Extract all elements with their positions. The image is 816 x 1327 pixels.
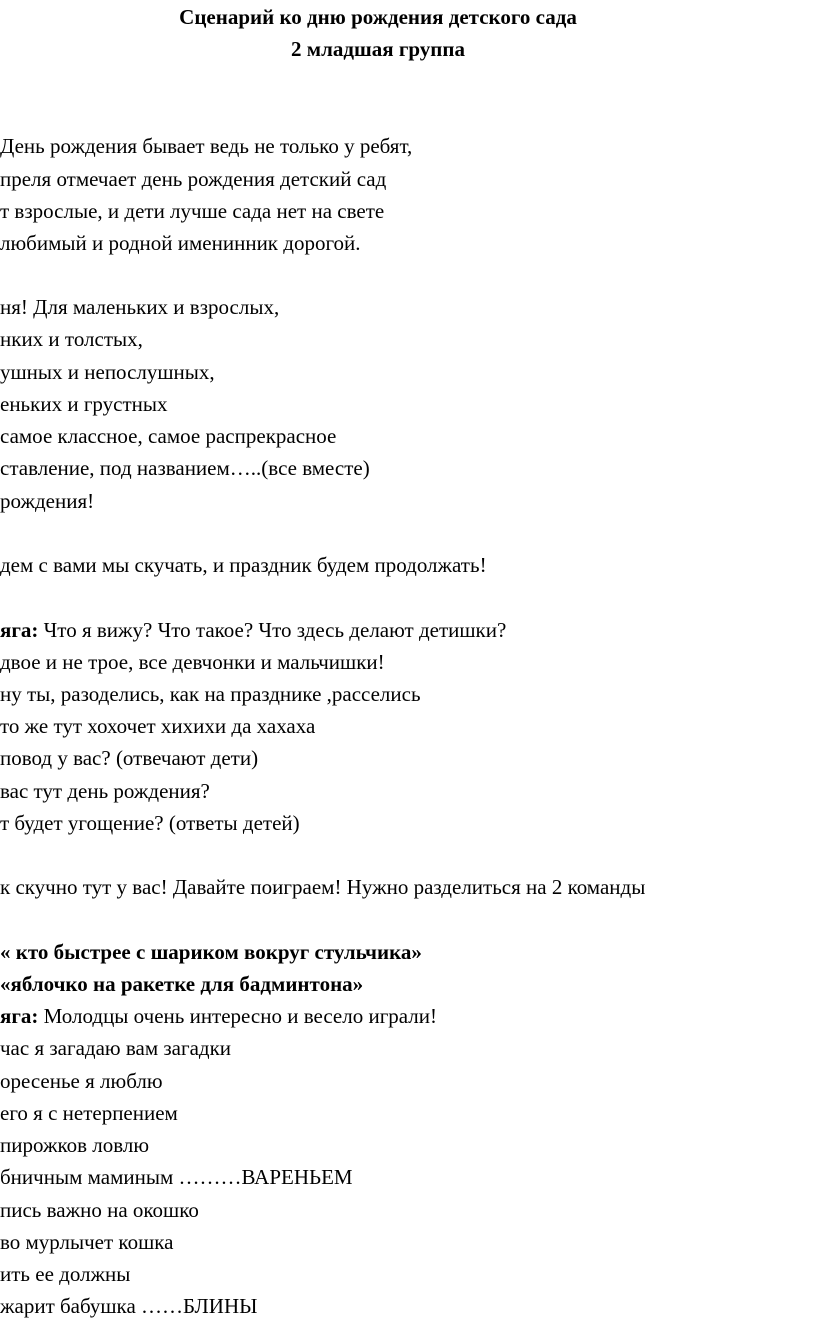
text-line: ушных и непослушных,: [0, 360, 215, 384]
text-line: то же тут хохочет хихихи да хахаха: [0, 714, 316, 738]
text-line: во мурлычет кошка: [0, 1230, 174, 1254]
game-title: « кто быстрее с шариком вокруг стульчика»: [0, 940, 422, 964]
text-line: оресенье я люблю: [0, 1069, 163, 1093]
text-line: его я с нетерпением: [0, 1101, 178, 1125]
document-title: Сценарий ко дню рождения детского сада: [179, 5, 577, 29]
text-line: ня! Для маленьких и взрослых,: [0, 295, 280, 319]
text-line: час я загадаю вам загадки: [0, 1036, 232, 1060]
text-line: любимый и родной именинник дорогой.: [0, 231, 361, 255]
text-line: преля отмечает день рождения детский сад: [0, 167, 387, 191]
text-line: ну ты, разоделись, как на празднике ,расселись: [0, 682, 421, 706]
speaker-text: Что я вижу? Что такое? Что здесь делают детишки?: [43, 618, 507, 642]
text-line: рождения!: [0, 489, 95, 513]
text-line: жарит бабушка ……БЛИНЫ: [0, 1294, 258, 1318]
speaker-text: Молодцы очень интересно и весело играли!: [43, 1004, 438, 1028]
text-line: ить ее должны: [0, 1262, 131, 1286]
text-line: [0, 618, 506, 642]
text-line: пись важно на окошко: [0, 1198, 199, 1222]
text-line: ставление, под названием…..(все вместе): [0, 456, 370, 480]
text-line: двое и не трое, все девчонки и мальчишки!: [0, 650, 385, 674]
text-line: еньких и грустных: [0, 392, 168, 416]
text-line: нких и толстых,: [0, 327, 143, 351]
text-line: т взрослые, и дети лучше сада нет на свете: [0, 199, 385, 223]
document-subtitle: 2 младшая группа: [291, 37, 465, 61]
text-line: пирожков ловлю: [0, 1133, 150, 1157]
game-title: «яблочко на ракетке для бадминтона»: [0, 972, 364, 996]
text-line: бничным маминым ………ВАРЕНЬЕМ: [0, 1165, 353, 1189]
text-line: [0, 1004, 437, 1028]
speaker-label: яга:: [0, 618, 39, 642]
text-line: самое классное, самое распрекрасное: [0, 424, 337, 448]
text-line: День рождения бывает ведь не только у ребят,: [0, 134, 413, 158]
text-line: вас тут день рождения?: [0, 779, 210, 803]
text-line: повод у вас? (отвечают дети): [0, 746, 259, 770]
text-line: т будет угощение? (ответы детей): [0, 811, 300, 835]
text-line: к скучно тут у вас! Давайте поиграем! Нужно разделиться на 2 команды: [0, 875, 646, 899]
speaker-label: яга:: [0, 1004, 39, 1028]
text-line: дем с вами мы скучать, и праздник будем продолжать!: [0, 553, 487, 577]
